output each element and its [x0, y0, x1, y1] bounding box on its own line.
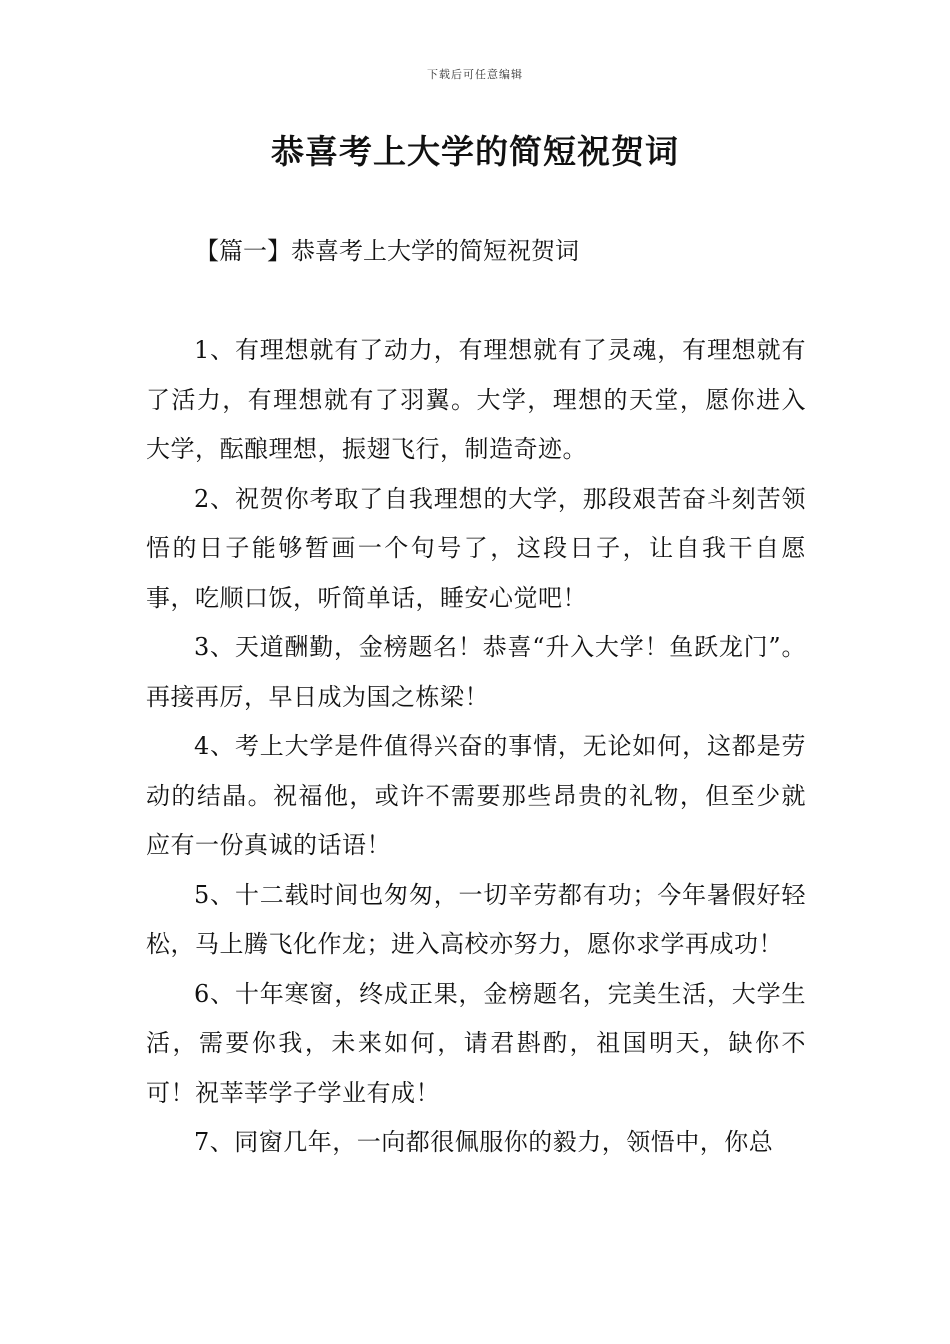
header-note: 下载后可任意编辑 — [427, 68, 523, 81]
paragraph-7: 7、同窗几年，一向都很佩服你的毅力，领悟中，你总 — [194, 1128, 774, 1156]
paragraph-4: 4、考上大学是件值得兴奋的事情，无论如何，这都是劳动的结晶。祝福他，或许不需要那些昂贵的礼物，但至少就应有一份真诚的话语！ — [146, 732, 806, 859]
paragraph-3: 3、天道酬勤，金榜题名！恭喜“升入大学！鱼跃龙门”。再接再厉，早日成为国之栋梁！ — [146, 633, 806, 711]
paragraph-2: 2、祝贺你考取了自我理想的大学，那段艰苦奋斗刻苦领悟的日子能够暂画一个句号了，这段日子，让自我干自愿事，吃顺口饭，听简单话，睡安心觉吧！ — [146, 484, 806, 612]
document-title: 恭喜考上大学的简短祝贺词 — [271, 132, 679, 171]
paragraph-1: 1、有理想就有了动力，有理想就有了灵魂，有理想就有了活力，有理想就有了羽翼。大学，理想的天堂，愿你进入大学，酝酿理想，振翅飞行，制造奇迹。 — [146, 336, 806, 463]
body-text — [146, 326, 806, 1168]
section-heading: 【篇一】恭喜考上大学的简短祝贺词 — [195, 237, 579, 265]
paragraph-6: 6、十年寒窗，终成正果，金榜题名，完美生活，大学生活，需要你我，未来如何，请君斟酌，祖国明天，缺你不可！祝莘莘学子学业有成！ — [146, 979, 806, 1107]
paragraph-5: 5、十二载时间也匆匆，一切辛劳都有功；今年暑假好轻松，马上腾飞化作龙；进入高校亦努力，愿你求学再成功！ — [146, 880, 806, 958]
